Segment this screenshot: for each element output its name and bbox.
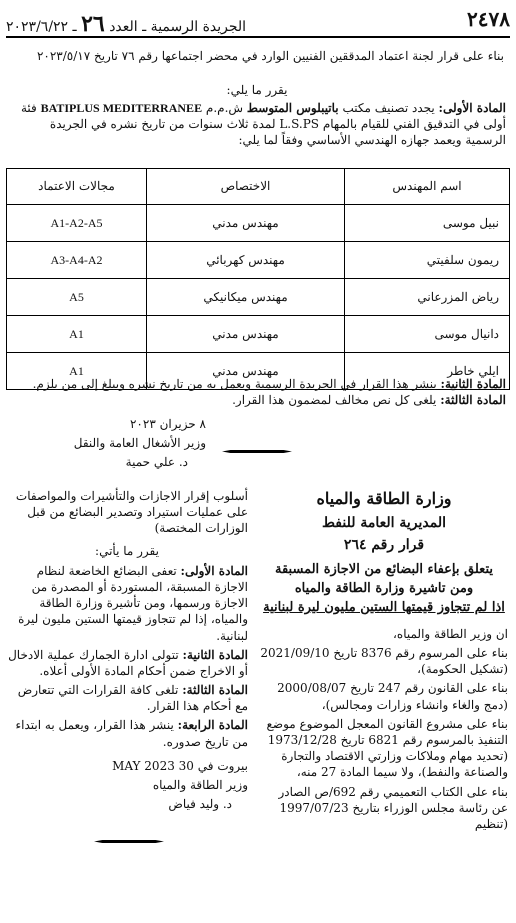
article-text: تتولى ادارة الجمارك عملية الادخال أو الاخراج ضمن أحكام المادة الأولى أعلاه. [8, 647, 248, 678]
decision2-signature [98, 758, 248, 813]
header-rule [6, 36, 510, 38]
decision2-left-column [6, 488, 248, 812]
header-accreditation-areas: مجالات الاعتماد [7, 169, 147, 205]
table-header-row [7, 169, 510, 205]
decision-subject-line: اذا لم تتجاوز قيمتها الستين مليون ليرة لبنانية [263, 600, 505, 616]
decision1-article1 [6, 100, 506, 149]
signature-title: وزير الأشغال العامة والنقل [73, 436, 206, 451]
engineer-name: ايلي خاطر [345, 353, 510, 390]
signature-name: د. علي حمية [125, 455, 188, 470]
table-row [7, 316, 510, 353]
engineer-name: ريمون سلفيتي [345, 242, 510, 279]
engineer-name: رياض المزرعاني [345, 279, 510, 316]
article2 [6, 376, 506, 392]
article3-text: يلغى كل نص مخالف لمضمون هذا القرار. [232, 393, 437, 408]
recital: ان وزير الطاقة والمياه، [393, 626, 508, 641]
article3-label: المادة الثالثة: [440, 393, 506, 408]
engineer-areas: A5 [7, 279, 147, 316]
engineer-areas: A3-A4-A2 [7, 242, 147, 279]
page-header [6, 6, 510, 37]
article2-text: ينشر هذا القرار في الجريدة الرسمية ويعمل به من تاريخ نشره ويبلغ إلى من يلزم. [32, 377, 437, 391]
decision2-right-column [260, 488, 508, 835]
recital: بناء على مشروع القانون المعجل الموضوع موضع التنفيذ بالمرسوم رقم 6821 تاريخ 1973/12/28 (تحديد مهام وملاكات وزارتي الاقتصاد والتجارة والصناعة والنفط)، ولا سيما المادة 27 منه، [266, 716, 508, 780]
page-number: ٢٤٧٨ [467, 7, 510, 31]
engineer-specialty: مهندس ميكانيكي [147, 279, 345, 316]
engineer-name: دانيال موسى [345, 316, 510, 353]
article-label: المادة الرابعة: [177, 718, 248, 733]
signature-title: وزير الطاقة والمياه [152, 778, 248, 792]
article1-label: المادة الأولى: [438, 101, 506, 115]
article3 [6, 392, 506, 408]
decision-number: قرار رقم ٢٦٤ [343, 537, 425, 554]
issue-number: ٢٦ [81, 11, 105, 37]
recital-continuation: أسلوب إقرار الاجازات والتأشيرات والمواصفات على عمليات استيراد وتصدير البضائع من قبل الوزارات المختصة) [15, 489, 248, 536]
company-name-ar: باتيبلوس المتوسط [246, 101, 339, 115]
decision1-intro: بناء على قرار لجنة اعتماد المدققين الفنيين الوارد في محضر اجتماعها رقم ٧٦ تاريخ ٢٠٢٣/٥/١٧ [36, 49, 504, 63]
decision1-resolved: يقرر ما يلي: [226, 83, 288, 97]
article-label: المادة الأولى: [180, 563, 248, 578]
section-separator [94, 838, 164, 845]
article-text: ينشر هذا القرار، ويعمل به ابتداء من تاريخ صدوره. [15, 718, 248, 749]
engineer-specialty: مهندس كهربائي [147, 242, 345, 279]
engineer-name: نبيل موسى [345, 205, 510, 242]
decision2-article [6, 647, 248, 679]
article-text: تلغى كافة القرارات التي تتعارض مع أحكام هذا القرار. [17, 683, 248, 714]
table-row [7, 242, 510, 279]
decision-subject-line: ومن تاشيرة وزارة الطاقة والمياه [294, 581, 474, 597]
decision2-resolved: يقرر ما يأتي: [95, 543, 159, 558]
journal-name: الجريدة الرسمية ـ العدد [109, 19, 247, 35]
signature-place-date: بيروت في 30 MAY 2023 [112, 758, 248, 773]
engineer-areas: A1-A2-A5 [7, 205, 147, 242]
decision1-closing-articles [6, 376, 506, 408]
article1-pre: يجدد تصنيف مكتب [342, 101, 435, 115]
decision-subject-line: يتعلق بإعفاء البضائع من الاجازة المسبقة [275, 562, 493, 578]
engineer-areas: A1 [7, 316, 147, 353]
issue-date: ـ ٢٠٢٣/٦/٢٢ [6, 19, 77, 35]
header-engineer-name: اسم المهندس [345, 169, 510, 205]
recital: بناء على الكتاب التعميمي رقم 692/ص الصادر عن رئاسة مجلس الوزراء بتاريخ 1997/07/23 (تنظيم [278, 784, 508, 831]
engineer-areas: A1 [7, 353, 147, 390]
company-suffix: ش.م.م [205, 101, 244, 115]
article1-rest: فئة أولى في التدقيق الفني للقيام بالمهام L.S.PS لمدة ثلاث سنوات من تاريخ نشره في الجريدة الرسمية ويعمد جهازه الهندسي الأساسي وفقاً لما يلي: [20, 101, 506, 148]
recital: بناء على المرسوم رقم 8376 تاريخ 2021/09/10 (تشكيل الحكومة)، [260, 646, 508, 677]
section-separator [222, 448, 292, 455]
article-text: تعفى البضائع الخاضعة لنظام الاجازة المسبقة، المستوردة أو المصدرة من الاجازة ورسمها، ومن تأشيرة وزارة الطاقة والمياه، إذا لم تتجاوز قيمتها الستين مليون ليرة لبنانية. [18, 563, 248, 643]
department-title: المديرية العامة للنفط [321, 514, 447, 531]
engineer-specialty: مهندس مدني [147, 353, 345, 390]
signature-name: د. وليد فياض [168, 797, 232, 812]
decision2-article [6, 563, 248, 644]
article-label: المادة الثالثة: [182, 683, 248, 698]
decision2-article [6, 717, 248, 749]
signature-date: ٨ حزيران ٢٠٢٣ [129, 417, 206, 431]
header-specialty: الاختصاص [147, 169, 345, 205]
recital: بناء على القانون رقم 247 تاريخ 2000/08/07 (دمج والغاء وانشاء وزارات ومجالس)، [277, 681, 508, 712]
engineers-table [6, 168, 510, 390]
article2-label: المادة الثانية: [440, 377, 506, 391]
engineer-specialty: مهندس مدني [147, 205, 345, 242]
engineer-specialty: مهندس مدني [147, 316, 345, 353]
company-name-en: BATIPLUS MEDITERRANEE [40, 101, 203, 115]
table-row [7, 205, 510, 242]
article-label: المادة الثانية: [182, 647, 248, 662]
table-row [7, 279, 510, 316]
decision1-signature [6, 416, 206, 471]
ministry-title: وزارة الطاقة والمياه [316, 489, 452, 508]
decision2-article [6, 682, 248, 714]
